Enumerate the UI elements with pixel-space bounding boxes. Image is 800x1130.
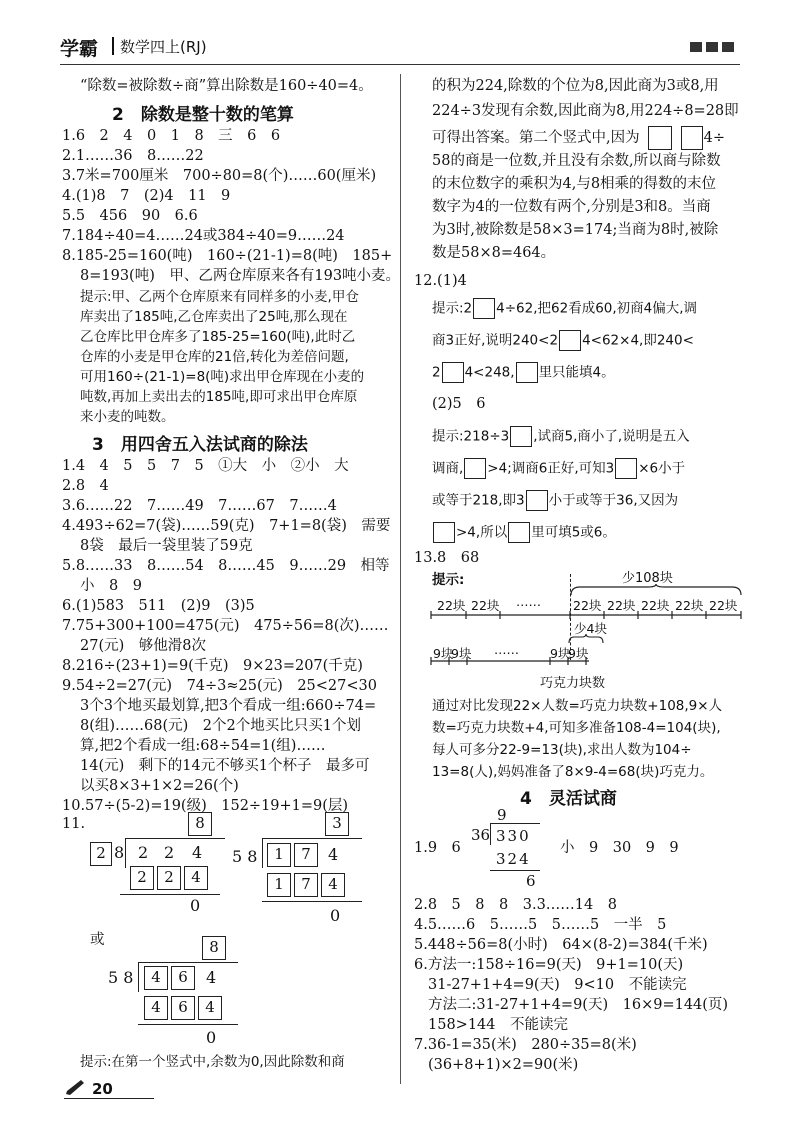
cont-line: 58的商是一位数,并且没有余数,所以商与除数 <box>432 153 721 169</box>
seg-label: 9块 <box>451 646 472 661</box>
diagram-caption: 巧克力块数 <box>540 676 606 691</box>
dividend: 330 <box>496 827 531 845</box>
s2-hint-line: 来小麦的吨数。 <box>80 409 175 425</box>
q12-hint-line <box>432 298 697 319</box>
hint-text: 提示:218÷3 <box>432 428 510 445</box>
product-box: 4 <box>198 996 222 1020</box>
division-line <box>262 901 362 902</box>
product-box: 4 <box>144 996 168 1020</box>
product-box: 2 <box>157 866 181 890</box>
s3-line: 3个3个地买最划算,把3个看成一组:660÷74= <box>80 698 377 714</box>
s3-line: 算,把2个看成一组:68÷54=1(组)…… <box>80 738 326 754</box>
section-4-title: 4 灵活试商 <box>520 789 617 809</box>
seg-label: 22块 <box>675 598 704 613</box>
product: 324 <box>496 850 531 868</box>
hint-text: 4<248, <box>464 364 515 381</box>
s4-line: 31-27+1+4=9(天) 9<10 不能读完 <box>428 977 687 993</box>
s2-hint-line: 提示:甲、乙两个仓库原来有同样多的小麦,甲仓 <box>80 289 359 305</box>
s2-line: 1.6 2 4 0 1 8 三 6 6 <box>62 128 281 144</box>
dividend-box: 4 <box>144 966 168 990</box>
header-subject: 数学四上(RJ) <box>120 38 207 56</box>
cont-line <box>432 126 725 150</box>
s2-hint-line: 乙仓库比甲仓库多了185-25=160(吨),此时乙 <box>80 329 356 345</box>
diagram-top-label: 少108块 <box>622 571 673 586</box>
cont-line: 的积为224,除数的个位为8,因此商为3或8,用 <box>432 78 719 94</box>
hint-text: 调商, <box>432 460 464 477</box>
cont-line: 224÷3发现有余数,因此商为8,用224÷8=28即 <box>432 103 739 119</box>
column-divider <box>400 74 401 1084</box>
footer-rule <box>64 1098 154 1099</box>
dots-label: …… <box>516 594 541 609</box>
dividend-digit: 4 <box>192 843 203 862</box>
s3-line: 10.57÷(5-2)=19(级) 152÷19+1=9(层) <box>62 798 349 814</box>
q12-hint-line <box>432 362 615 383</box>
answer-box <box>508 522 530 543</box>
answer-box <box>681 126 703 150</box>
answer-box <box>648 126 672 150</box>
answer-box <box>516 362 538 383</box>
divisor: 5 8 <box>108 968 134 987</box>
q13-line: 13.8 68 <box>414 550 480 566</box>
s2-line: 8=193(吨) 甲、乙两仓库原来各有193吨小麦。 <box>80 268 401 284</box>
quotient-box: 8 <box>188 812 212 836</box>
s2-line: 5.5 456 90 6.6 <box>62 208 198 224</box>
product-box: 4 <box>321 873 345 897</box>
answer-box <box>559 330 581 351</box>
s3-line: 5.8……33 8……54 8……45 9……29 相等 <box>62 558 390 574</box>
s2-line: 4.(1)8 7 (2)4 11 9 <box>62 188 231 204</box>
s3-line: 8袋 最后一袋里装了59克 <box>80 538 253 554</box>
mid-brace <box>568 634 604 644</box>
cont-line: 为3时,被除数是58×3=174;当商为8时,被除 <box>432 222 719 238</box>
brand-logo: 学霸 <box>60 38 99 60</box>
s4-line: 5.448÷56=8(小时) 64×(8-2)=384(千米) <box>414 937 708 953</box>
cont-line: 的末位数字的乘积为4,与8相乘的得数的末位 <box>432 176 717 192</box>
hint-text: >4;调商6正好,可知3 <box>487 460 615 477</box>
s2-hint-line: 库卖出了185吨,乙仓库卖出了25吨,那么现在 <box>80 309 348 325</box>
answer-box <box>464 458 486 479</box>
quotient-box: 3 <box>325 812 349 836</box>
division-bracket <box>125 838 126 868</box>
dividend-digit: 2 <box>164 843 175 862</box>
cont-line: 数字为4的一位数有两个,分别是3和8。当商 <box>432 199 711 215</box>
s2-line: 7.184÷40=4……24或384÷40=9……24 <box>62 228 345 244</box>
answer-box <box>442 362 464 383</box>
division-bar <box>138 962 238 963</box>
s4-line: 方法二:31-27+1+4=9(天) 16×9=144(页) <box>428 997 729 1013</box>
s4-q1-tail: 小 9 30 9 9 <box>560 840 679 856</box>
divisor-box: 2 <box>90 842 112 866</box>
s3-line: 2.8 4 <box>62 478 109 494</box>
product-box: 2 <box>130 866 154 890</box>
answer-box <box>526 490 548 511</box>
q12-hint-line <box>432 426 690 447</box>
s2-hint-line: 吨数,再加上卖出去的185吨,即可求出甲仓库原 <box>80 389 358 405</box>
s4-line: 158>144 不能读完 <box>428 1017 569 1033</box>
divisor: 36 <box>471 826 491 844</box>
q13-explanation: 每人可多分22-9=13(块),求出人数为104÷ <box>432 742 692 758</box>
answer-box <box>433 522 455 543</box>
hint-text: 4÷62,把62看成60,初商4偏大,调 <box>496 300 698 317</box>
last-hint-line: 提示:在第一个竖式中,余数为0,因此除数和商 <box>80 1054 345 1070</box>
s2-line: 8.185-25=160(吨) 160÷(21-1)=8(吨) 185+ <box>62 248 393 264</box>
s2-line: 3.7米=700厘米 700÷80=8(个)……60(厘米) <box>62 168 377 184</box>
header-separator <box>112 37 114 55</box>
s3-line: 27(元) 够他滑8次 <box>80 638 206 654</box>
hint-text: 提示:2 <box>432 300 473 317</box>
seg-label: 22块 <box>437 598 466 613</box>
divisor: 5 8 <box>232 847 258 866</box>
pencil-icon <box>64 1080 86 1096</box>
q12-hint-line <box>432 522 616 543</box>
s3-line: 3.6……22 7……49 7……67 7……4 <box>62 498 337 514</box>
product-box: 7 <box>294 873 318 897</box>
s3-line: 7.75+300+100=475(元) 475÷56=8(次)…… <box>62 618 389 634</box>
hint-text: >4,所以 <box>456 524 508 541</box>
hint-text: 里只能填4。 <box>538 364 615 381</box>
dividend-box: 6 <box>171 966 195 990</box>
s2-hint-line: 仓库的小麦是甲仓库的21倍,转化为差倍问题, <box>80 349 349 365</box>
answer-box <box>615 458 637 479</box>
section-2-title: 2 除数是整十数的笔算 <box>112 105 294 125</box>
seg-label: 9块 <box>568 646 589 661</box>
page-number: 20 <box>92 1080 113 1098</box>
dividend-digit: 4 <box>328 845 339 864</box>
hint-text: 2 <box>432 364 441 381</box>
s3-line: 8.216÷(23+1)=9(千克) 9×23=207(千克) <box>62 658 363 674</box>
diagram-mid-label: 少4块 <box>574 621 607 636</box>
hint-text: ×6小于 <box>638 460 686 477</box>
division-line <box>490 870 540 871</box>
seg-label: 9块 <box>550 646 571 661</box>
s4-line: 2.8 5 8 8 3.3……14 8 <box>414 897 617 913</box>
remainder: 0 <box>330 906 341 925</box>
s3-line: 6.(1)583 511 (2)9 (3)5 <box>62 598 255 614</box>
s4-line: 7.36-1=35(米) 280÷35=8(米) <box>414 1037 637 1053</box>
q13-explanation: 通过对比发现22×人数=巧克力块数+108,9×人 <box>432 698 723 714</box>
dividend-box: 7 <box>294 843 318 867</box>
s3-line: 8(组)……68(元) 2个2个地买比只买1个划 <box>80 718 361 734</box>
remainder: 0 <box>206 1028 217 1047</box>
product-box: 1 <box>267 873 291 897</box>
hint-text: 商3正好,说明240<2 <box>432 332 559 349</box>
answer-box <box>473 298 495 319</box>
hint-text: 4<62×4,即240< <box>582 332 694 349</box>
hint-text: ,试商5,商小了,说明是五入 <box>533 428 690 445</box>
cont-tail: 4÷ <box>703 130 725 146</box>
q13-explanation: 13=8(人),妈妈准备了8×9-4=68(块)巧克力。 <box>432 764 714 780</box>
s3-line: 1.4 4 5 5 7 5 ①大 小 ②小 大 <box>62 458 349 474</box>
cont-line: 数是58×8=464。 <box>432 245 556 261</box>
division-bar <box>125 838 225 839</box>
seg-label: 22块 <box>641 598 670 613</box>
seg-label: 22块 <box>471 598 500 613</box>
division-bracket <box>138 962 139 992</box>
top-brace <box>570 584 742 596</box>
cont-text: 可得出答案。第二个竖式中,因为 <box>432 130 640 146</box>
product-box: 4 <box>184 866 208 890</box>
division-bar <box>262 838 362 839</box>
s4-line: 4.5……6 5……5 5……5 一半 5 <box>414 917 667 933</box>
q12-hint-line <box>432 458 685 479</box>
hint-text: 小于或等于36,又因为 <box>548 492 679 509</box>
division-line <box>138 1024 238 1025</box>
division-line <box>120 894 220 895</box>
q12-hint-line <box>432 330 694 351</box>
s3-line: 4.493÷62=7(袋)……59(克) 7+1=8(袋) 需要 <box>62 518 391 534</box>
answer-box <box>510 426 532 447</box>
seg-label: 22块 <box>573 598 602 613</box>
division-bracket <box>490 823 491 845</box>
dividend-box: 1 <box>267 843 291 867</box>
row2-line <box>430 656 590 666</box>
s2-line: 2.1……36 8……22 <box>62 148 204 164</box>
section-3-title: 3 用四舍五入法试商的除法 <box>92 435 308 455</box>
header <box>60 34 740 64</box>
divisor-digit: 8 <box>114 843 125 862</box>
seg-label: 22块 <box>709 598 738 613</box>
division-bracket <box>262 838 263 868</box>
q12-hint-line <box>432 490 678 511</box>
q12b-line: (2)5 6 <box>432 396 486 412</box>
q13-hint-label: 提示: <box>432 572 465 588</box>
s3-line: 以买8×3+1×2=26(个) <box>80 778 239 794</box>
s3-line: 小 8 9 <box>80 578 142 594</box>
remainder: 0 <box>190 896 201 915</box>
q13-explanation: 数=巧克力块数+4,可知多准备108-4=104(块), <box>432 720 721 736</box>
s3-line: 14(元) 剩下的14元不够买1个杯子 最多可 <box>80 758 370 774</box>
q11-label: 11. <box>62 816 86 832</box>
quotient-box: 8 <box>202 936 226 960</box>
division-bar <box>490 823 540 824</box>
product-box: 6 <box>171 996 195 1020</box>
s4-q1: 1.9 6 <box>414 840 461 856</box>
s4-line: 6.方法一:158÷16=9(天) 9+1=10(天) <box>414 957 684 973</box>
s3-line: 9.54÷2=27(元) 74÷3≈25(元) 25<27<30 <box>62 678 377 694</box>
seg-label: 9块 <box>433 646 454 661</box>
dividend-digit: 2 <box>138 843 149 862</box>
s2-hint-line: 可用160÷(21-1)=8(吨)求出甲仓库现在小麦的 <box>80 369 365 385</box>
header-rule <box>60 64 740 65</box>
s4-line: (36+8+1)×2=90(米) <box>428 1057 579 1073</box>
dots-label: …… <box>494 642 519 657</box>
seg-label: 22块 <box>607 598 636 613</box>
remainder: 6 <box>526 872 536 890</box>
q12-line: 12.(1)4 <box>414 273 467 289</box>
quotient: 9 <box>497 806 507 824</box>
dividend-digit: 4 <box>206 968 217 987</box>
intro-line: “除数=被除数÷商”算出除数是160÷40=4。 <box>80 78 373 94</box>
or-label: 或 <box>90 932 105 948</box>
hint-text: 里可填5或6。 <box>531 524 616 541</box>
header-decoration <box>690 42 734 52</box>
hint-text: 或等于218,即3 <box>432 492 525 509</box>
